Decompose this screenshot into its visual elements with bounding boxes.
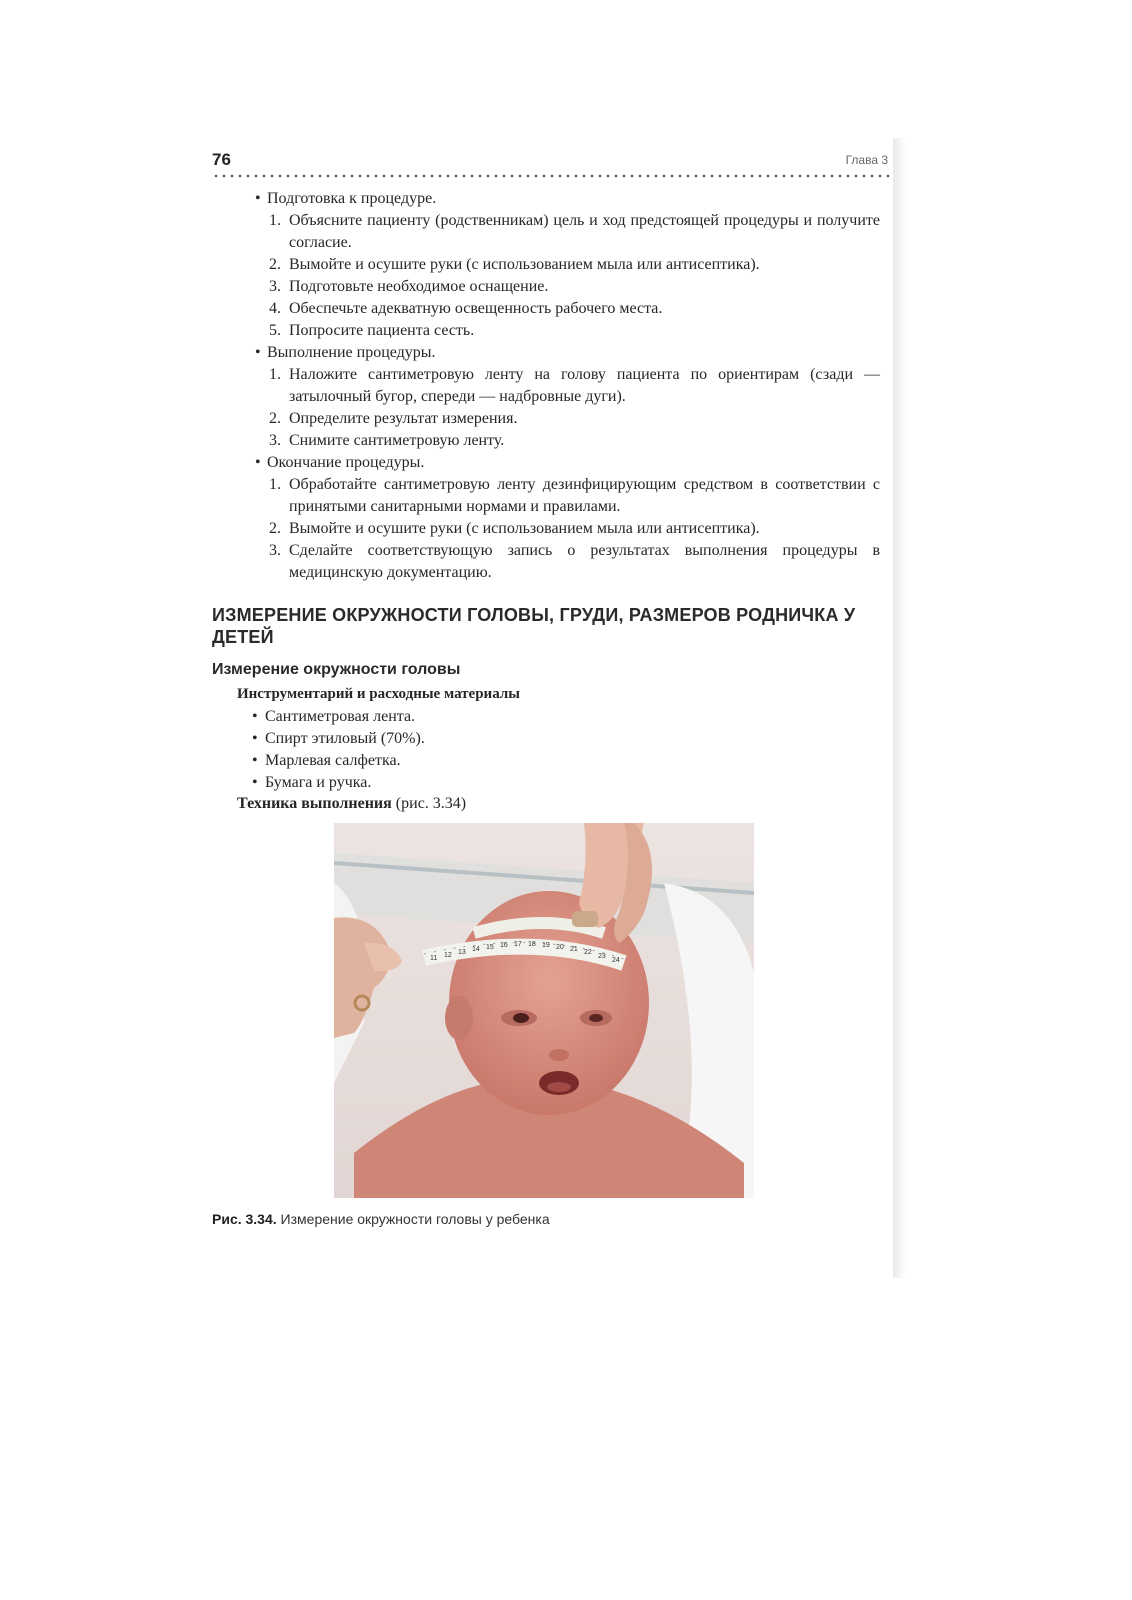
completion-heading: • Окончание процедуры. <box>255 452 880 474</box>
figure-reference: (рис. 3.34) <box>391 795 467 812</box>
page-number: 76 <box>212 150 231 169</box>
materials-list <box>252 706 425 794</box>
page-edge-shadow <box>893 138 907 1278</box>
infant-head-measurement-illustration <box>334 823 754 1198</box>
list-item: 1. Объясните пациенту (родственникам) цель и ход предстоящей процедуры и получите согласие. <box>269 212 880 251</box>
svg-text:11: 11 <box>430 955 438 962</box>
list-item: 4. Обеспечьте адекватную освещенность рабочего места. <box>269 300 663 317</box>
svg-text:24: 24 <box>612 957 620 964</box>
svg-text:17: 17 <box>514 941 522 948</box>
list-item: 2. Вымойте и осушите руки (с использованием мыла или антисептика). <box>269 256 760 273</box>
page-header <box>212 150 892 172</box>
bullet-icon: • <box>252 730 258 747</box>
svg-text:12: 12 <box>444 952 452 959</box>
svg-text:19: 19 <box>542 942 550 949</box>
list-item: • Сантиметровая лента. <box>252 706 425 728</box>
subsection-heading: Измерение окружности головы <box>212 661 461 678</box>
preparation-heading: • Подготовка к процедуре. <box>255 188 880 210</box>
header-dotted-rule <box>212 174 890 178</box>
list-item: 1. Обработайте сантиметровую ленту дезинфицирующим средством в соответствии с принятыми санитарными нормами и правилами. <box>269 476 880 515</box>
bullet-icon: • <box>255 344 261 361</box>
materials-title: Инструментарий и расходные материалы <box>237 686 520 702</box>
bullet-icon: • <box>252 752 258 769</box>
list-item: 2. Определите результат измерения. <box>269 410 518 427</box>
bullet-icon: • <box>255 454 261 471</box>
section-heading: ИЗМЕРЕНИЕ ОКРУЖНОСТИ ГОЛОВЫ, ГРУДИ, РАЗМЕРОВ РОДНИЧКА У ДЕТЕЙ <box>212 605 856 647</box>
bullet-icon: • <box>252 708 258 725</box>
svg-text:21: 21 <box>570 946 578 953</box>
list-item: 3. Снимите сантиметровую ленту. <box>269 432 505 449</box>
svg-text:13: 13 <box>458 949 466 956</box>
chapter-label: Глава 3 <box>845 153 888 167</box>
list-item: • Марлевая салфетка. <box>252 750 425 772</box>
figure-caption <box>212 1211 550 1227</box>
list-item: 5. Попросите пациента сесть. <box>269 322 475 339</box>
list-item: • Спирт этиловый (70%). <box>252 728 425 750</box>
svg-text:14: 14 <box>472 946 480 953</box>
execution-steps <box>255 364 880 452</box>
figure-photo <box>334 823 754 1198</box>
svg-text:15: 15 <box>486 944 494 951</box>
completion-steps <box>255 474 880 584</box>
preparation-steps <box>255 210 880 342</box>
svg-text:22: 22 <box>584 949 592 956</box>
svg-text:16: 16 <box>500 942 508 949</box>
list-item: • Бумага и ручка. <box>252 772 425 794</box>
svg-text:23: 23 <box>598 953 606 960</box>
svg-text:18: 18 <box>528 941 536 948</box>
bullet-icon: • <box>252 774 258 791</box>
svg-text:20: 20 <box>556 944 564 951</box>
figure-caption-text: Измерение окружности головы у ребенка <box>276 1211 550 1227</box>
bullet-icon: • <box>255 190 261 207</box>
list-item: 2. Вымойте и осушите руки (с использованием мыла или антисептика). <box>269 520 760 537</box>
list-item: 1. Наложите сантиметровую ленту на голову пациента по ориентирам (сзади — затылочный бугор, спереди — надбровные дуги). <box>269 366 880 405</box>
execution-heading: • Выполнение процедуры. <box>255 342 880 364</box>
list-item: 3. Сделайте соответствующую запись о результатах выполнения процедуры в медицинскую документацию. <box>269 542 880 581</box>
procedure-text <box>255 188 880 584</box>
technique-line <box>237 795 466 813</box>
list-item: 3. Подготовьте необходимое оснащение. <box>269 278 549 295</box>
figure-label: Рис. 3.34. <box>212 1211 277 1227</box>
technique-label: Техника выполнения <box>237 795 392 812</box>
